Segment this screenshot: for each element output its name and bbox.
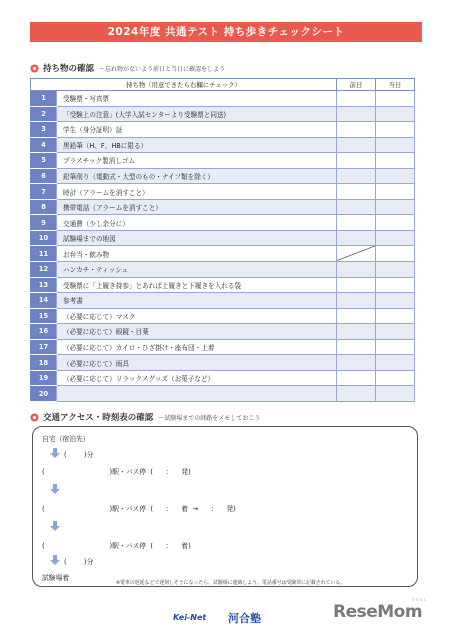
route-end: 試験場着: [42, 574, 70, 582]
check-box-prev-day[interactable]: [337, 91, 376, 107]
keinet-logo: Kei-Net: [173, 613, 207, 622]
row-number: 19: [31, 370, 57, 386]
arrow-down-icon: [50, 448, 60, 458]
table-row: [31, 355, 415, 371]
check-box-exam-day[interactable]: [376, 339, 415, 355]
table-row: [31, 184, 415, 200]
row-item: 時計（アラームを消すこと）: [57, 184, 337, 200]
section-items-subtitle: ～忘れ物がないよう前日と当日に確認をしよう: [99, 65, 226, 73]
pin-icon: [30, 413, 39, 422]
kawaijuku-logo: 河合塾: [228, 612, 261, 625]
table-row: [31, 122, 415, 138]
row-number: 11: [31, 246, 57, 262]
row-item: ハンカチ・ティッシュ: [57, 262, 337, 278]
row-number: 3: [31, 122, 57, 138]
check-box-prev-day[interactable]: [337, 168, 376, 184]
check-box-exam-day[interactable]: [376, 308, 415, 324]
check-box-prev-day[interactable]: [337, 277, 376, 293]
route-start: 自宅（宿泊先）: [42, 435, 90, 443]
row-number: 16: [31, 324, 57, 340]
check-box-prev-day[interactable]: [337, 199, 376, 215]
arrow-down-icon: [50, 555, 60, 565]
row-item: [57, 386, 337, 402]
table-row: [31, 339, 415, 355]
check-box-exam-day[interactable]: [376, 168, 415, 184]
row-item: （必要に応じて）マスク: [57, 308, 337, 324]
table-row: [31, 168, 415, 184]
section-route-title: 交通アクセス・時刻表の確認: [43, 413, 154, 423]
row-item: お弁当・飲み物: [57, 246, 337, 262]
table-row: [31, 308, 415, 324]
check-box-prev-day[interactable]: [337, 308, 376, 324]
pin-icon: [30, 64, 39, 73]
not-applicable-slash: [337, 246, 375, 261]
check-box-exam-day[interactable]: [376, 91, 415, 107]
table-row: [31, 262, 415, 278]
check-box-exam-day[interactable]: [376, 355, 415, 371]
check-box-exam-day[interactable]: [376, 293, 415, 309]
table-row: [31, 199, 415, 215]
route-walk-minutes-2: ( )分: [64, 558, 94, 566]
table-row: [31, 293, 415, 309]
header-exam-day: 当日: [376, 79, 415, 91]
check-box-prev-day[interactable]: [337, 370, 376, 386]
check-box-prev-day[interactable]: [337, 137, 376, 153]
check-box-exam-day[interactable]: [376, 246, 415, 262]
check-box-prev-day[interactable]: [337, 246, 376, 262]
check-box-exam-day[interactable]: [376, 215, 415, 231]
row-number: 4: [31, 137, 57, 153]
check-box-exam-day[interactable]: [376, 386, 415, 402]
check-box-prev-day[interactable]: [337, 215, 376, 231]
check-box-prev-day[interactable]: [337, 230, 376, 246]
row-item: （必要に応じて）リラックスグッズ（お菓子など）: [57, 370, 337, 386]
row-item: 黒鉛筆（H、F、HBに限る）: [57, 137, 337, 153]
section-route-heading: [30, 411, 260, 423]
check-box-prev-day[interactable]: [337, 106, 376, 122]
row-number: 17: [31, 339, 57, 355]
table-row: [31, 215, 415, 231]
row-item: 携帯電話（アラームを消すこと）: [57, 199, 337, 215]
check-box-exam-day[interactable]: [376, 230, 415, 246]
table-row: [31, 230, 415, 246]
section-route-subtitle: ～試験場までの経路をメモしておこう: [158, 414, 261, 422]
check-box-prev-day[interactable]: [337, 122, 376, 138]
table-row: [31, 370, 415, 386]
check-box-prev-day[interactable]: [337, 184, 376, 200]
resemom-logo: ReseMom: [333, 602, 423, 622]
check-box-exam-day[interactable]: [376, 184, 415, 200]
row-number: 18: [31, 355, 57, 371]
row-item: （必要に応じて）雨具: [57, 355, 337, 371]
row-number: 6: [31, 168, 57, 184]
check-box-prev-day[interactable]: [337, 339, 376, 355]
table-row: [31, 277, 415, 293]
check-box-exam-day[interactable]: [376, 122, 415, 138]
check-box-exam-day[interactable]: [376, 199, 415, 215]
check-box-prev-day[interactable]: [337, 324, 376, 340]
row-number: 9: [31, 215, 57, 231]
row-number: 8: [31, 199, 57, 215]
section-items-heading: [30, 62, 225, 74]
route-walk-minutes-1: ( )分: [64, 451, 94, 459]
check-box-exam-day[interactable]: [376, 137, 415, 153]
check-box-exam-day[interactable]: [376, 106, 415, 122]
row-item: 参考書: [57, 293, 337, 309]
row-item: 鉛筆削り（電動式・大型のもの・ナイフ類を除く）: [57, 168, 337, 184]
check-box-prev-day[interactable]: [337, 293, 376, 309]
row-number: 1: [31, 91, 57, 107]
table-row: [31, 137, 415, 153]
route-station-1: ( )駅・バス停 ( : 発): [42, 468, 191, 476]
row-number: 15: [31, 308, 57, 324]
table-row: [31, 246, 415, 262]
row-number: 12: [31, 262, 57, 278]
route-station-3: ( )駅・バス停 ( : 着): [42, 542, 191, 550]
table-row: [31, 153, 415, 169]
row-item: 受験票に「上履き持参」とあれば上履きと下履きを入れる袋: [57, 277, 337, 293]
check-box-prev-day[interactable]: [337, 262, 376, 278]
section-items-title: 持ち物の確認: [43, 64, 95, 74]
check-box-prev-day[interactable]: [337, 355, 376, 371]
sheet-title-banner: 2024年度 共通テスト 持ち歩きチェックシート: [30, 22, 422, 42]
check-box-exam-day[interactable]: [376, 324, 415, 340]
row-item: （必要に応じて）眼鏡・目薬: [57, 324, 337, 340]
check-box-exam-day[interactable]: [376, 370, 415, 386]
row-number: 10: [31, 230, 57, 246]
check-box-exam-day[interactable]: [376, 277, 415, 293]
route-station-2: ( )駅・バス停 ( : 着 → : 発): [42, 505, 236, 513]
row-item: 学生（身分証明）証: [57, 122, 337, 138]
row-number: 2: [31, 106, 57, 122]
header-item: 持ち物（用意できたら右欄にチェック）: [31, 79, 337, 91]
row-item: 交通費（少し余分に）: [57, 215, 337, 231]
row-number: 13: [31, 277, 57, 293]
row-number: 7: [31, 184, 57, 200]
row-item: 「受験上の注意」(大学入試センターより受験票と同送): [57, 106, 337, 122]
checklist-table: [30, 78, 415, 402]
row-number: 14: [31, 293, 57, 309]
table-row: [31, 324, 415, 340]
table-row: [31, 106, 415, 122]
row-number: 5: [31, 153, 57, 169]
resemom-kana: リセマム: [411, 597, 427, 602]
check-box-prev-day[interactable]: [337, 386, 376, 402]
row-item: （必要に応じて）カイロ・ひざ掛け・座布団・上着: [57, 339, 337, 355]
table-row: [31, 386, 415, 402]
arrow-down-icon: [50, 484, 60, 494]
table-row: [31, 91, 415, 107]
check-box-prev-day[interactable]: [337, 153, 376, 169]
row-item: プラスチック製消しゴム: [57, 153, 337, 169]
arrow-down-icon: [50, 521, 60, 531]
row-number: 20: [31, 386, 57, 402]
row-item: 試験場までの地図: [57, 230, 337, 246]
row-item: 受験票・写真票: [57, 91, 337, 107]
delay-note: ※電車の遅延などで遅刻しそうになったら、試験場に連絡しよう。電話番号は受験票に記載されている。: [116, 580, 346, 586]
check-box-exam-day[interactable]: [376, 262, 415, 278]
check-box-exam-day[interactable]: [376, 153, 415, 169]
header-prev-day: 前日: [337, 79, 376, 91]
